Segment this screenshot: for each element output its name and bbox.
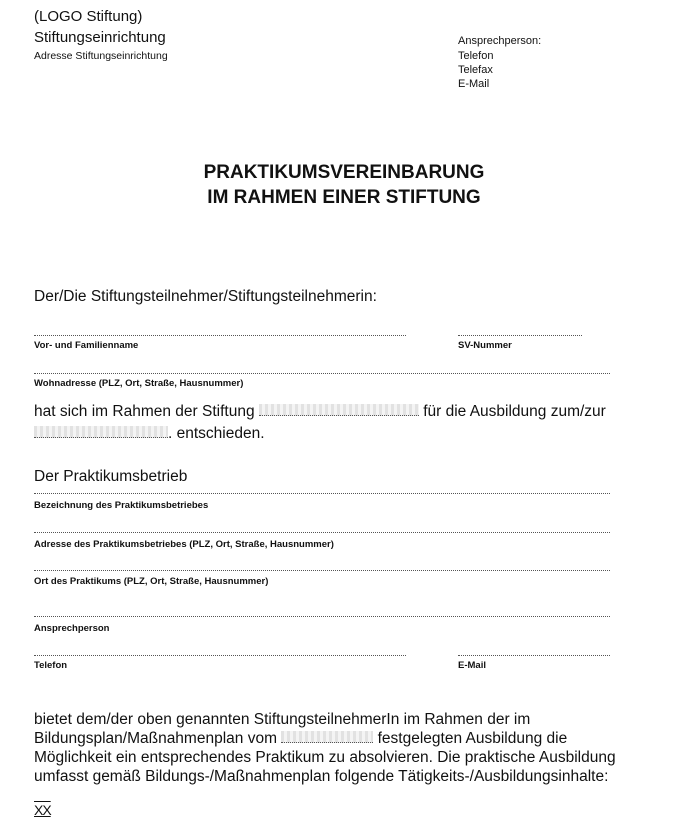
fax-label: Telefax (458, 64, 493, 76)
sentence-stiftung: Stiftung (202, 403, 255, 420)
name-field[interactable] (34, 335, 406, 336)
home-address-field[interactable] (34, 373, 610, 374)
company-phone-label: Telefon (34, 660, 68, 671)
email-label: E-Mail (458, 78, 490, 90)
content-placeholder[interactable]: XX (34, 802, 51, 818)
company-phone-field[interactable] (34, 655, 406, 656)
company-name-label: Bezeichnung des Praktikumsbetriebes (34, 500, 209, 511)
company-address-field[interactable] (34, 532, 610, 533)
company-heading: Der Praktikumsbetrieb (34, 468, 188, 485)
institution-address: Adresse Stiftungseinrichtung (34, 50, 168, 62)
closing-line3: Möglichkeit ein entsprechendes Praktikum zu absolvieren. Die praktische Ausbildung (34, 749, 616, 766)
training-sentence (34, 425, 265, 443)
phone-label: Telefon (458, 50, 494, 62)
sentence-part2: für die Ausbildung zum/zur (423, 403, 606, 420)
sv-number-label: SV-Nummer (458, 340, 512, 351)
institution-name: Stiftungseinrichtung (34, 29, 166, 46)
sv-number-field[interactable] (458, 335, 582, 336)
company-email-field[interactable] (458, 655, 610, 656)
internship-location-label: Ort des Praktikums (PLZ, Ort, Straße, Hausnummer) (34, 576, 269, 587)
training-occupation-field[interactable] (34, 426, 168, 438)
closing-line1: bietet dem/der oben genannten StiftungsteilnehmerIn im Rahmen der im (34, 711, 531, 728)
closing-line4: umfasst gemäß Bildungs-/Maßnahmenplan folgende Tätigkeits-/Ausbildungsinhalte: (34, 768, 609, 785)
stiftung-name-field[interactable] (259, 404, 419, 416)
participant-heading: Der/Die Stiftungsteilnehmer/Stiftungsteilnehmerin: (34, 288, 377, 305)
closing-line2a: Bildungsplan/Maßnahmenplan vom (34, 730, 277, 747)
closing-line2b: festgelegten Ausbildung die (377, 730, 568, 747)
home-address-label: Wohnadresse (PLZ, Ort, Straße, Hausnummer) (34, 378, 244, 389)
stiftung-sentence (34, 403, 606, 421)
company-email-label: E-Mail (458, 660, 486, 671)
document-title-line2: IM RAHMEN EINER STIFTUNG (207, 187, 481, 208)
closing-line2 (34, 730, 567, 748)
name-label: Vor- und Familienname (34, 340, 139, 351)
document-title-line1: PRAKTIKUMSVEREINBARUNG (203, 162, 485, 183)
sentence-part1: hat sich im Rahmen der (34, 403, 198, 420)
plan-date-field[interactable] (281, 731, 373, 743)
contact-person-label: Ansprechperson: (458, 35, 542, 47)
logo-placeholder: (LOGO Stiftung) (34, 8, 143, 25)
company-contact-field[interactable] (34, 616, 610, 617)
sentence-part3: . entschieden. (168, 425, 265, 442)
internship-location-field[interactable] (34, 570, 610, 571)
company-address-label: Adresse des Praktikumsbetriebes (PLZ, Ort, Straße, Hausnummer) (34, 539, 334, 550)
company-name-field[interactable] (34, 493, 610, 494)
company-contact-label: Ansprechperson (34, 623, 110, 634)
